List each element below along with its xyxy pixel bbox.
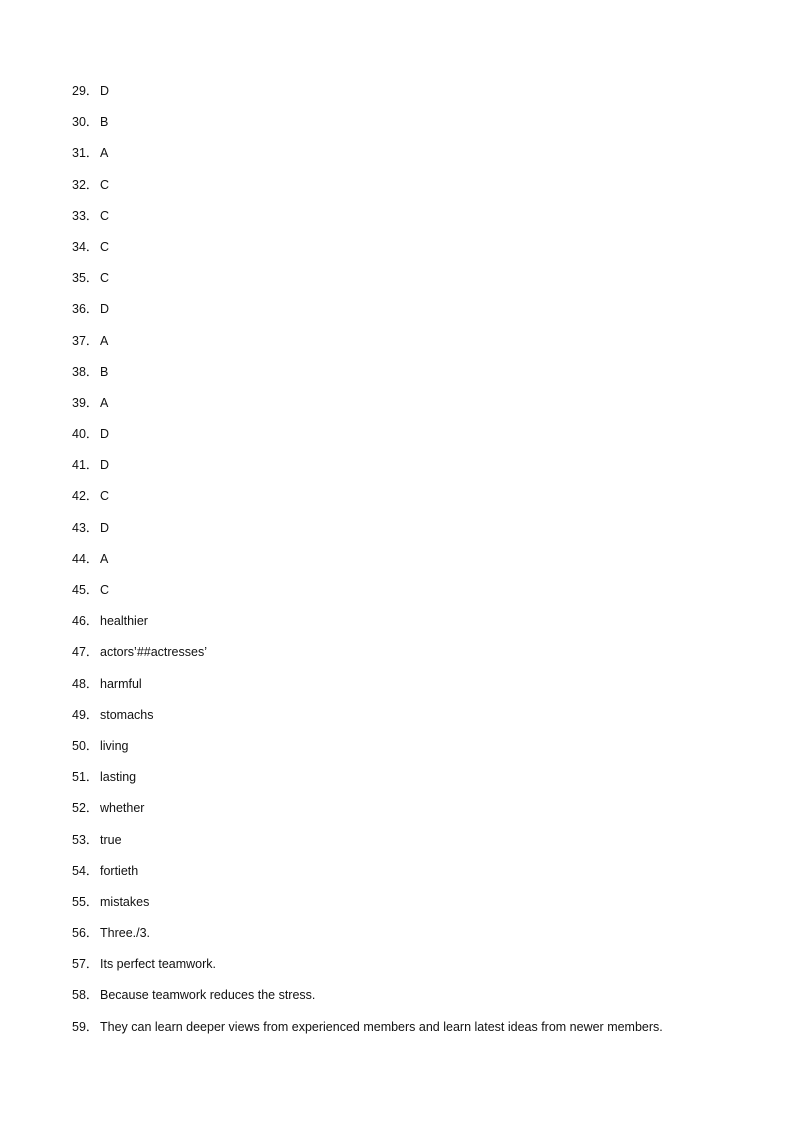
answer-item <box>72 643 663 674</box>
answer-text: actors’##actresses’ <box>100 645 207 660</box>
answer-number: 33． <box>72 208 99 223</box>
answer-text: C <box>100 208 110 223</box>
answer-text: A <box>100 146 109 161</box>
answer-number: 31． <box>72 146 99 161</box>
answer-text: lasting <box>100 770 137 785</box>
answer-item <box>72 893 663 924</box>
answer-item <box>72 986 663 1017</box>
answer-number: 54． <box>72 863 99 878</box>
answer-item <box>72 332 663 363</box>
answer-text: A <box>100 333 109 348</box>
answer-number: 41． <box>72 458 99 473</box>
answer-text: C <box>100 489 110 504</box>
answer-text: Three./3. <box>100 926 151 941</box>
answer-item <box>72 300 663 331</box>
answer-item <box>72 831 663 862</box>
answer-item <box>72 612 663 643</box>
answer-number: 53． <box>72 832 99 847</box>
answer-number: 56． <box>72 926 99 941</box>
answer-number: 38． <box>72 364 99 379</box>
answer-number: 47． <box>72 645 99 660</box>
answer-item <box>72 176 663 207</box>
answer-item <box>72 768 663 799</box>
answer-number: 55． <box>72 894 99 909</box>
answer-number: 44． <box>72 551 99 566</box>
answer-item <box>72 82 663 113</box>
answer-item <box>72 737 663 768</box>
answer-text: mistakes <box>100 894 150 909</box>
answer-text: D <box>100 458 110 473</box>
answer-item <box>72 487 663 518</box>
answer-item <box>72 238 663 269</box>
answer-number: 35． <box>72 271 99 286</box>
answer-number: 43． <box>72 520 99 535</box>
answer-item <box>72 363 663 394</box>
answer-item <box>72 1018 663 1049</box>
answer-number: 42． <box>72 489 99 504</box>
answer-text: fortieth <box>100 863 139 878</box>
answer-text: harmful <box>100 676 142 691</box>
answer-number: 52． <box>72 801 99 816</box>
answer-text: C <box>100 177 110 192</box>
answer-item <box>72 207 663 238</box>
answer-text: B <box>100 115 109 130</box>
answer-text: B <box>100 364 109 379</box>
answer-number: 37． <box>72 333 99 348</box>
answer-text: D <box>100 520 110 535</box>
answer-text: stomachs <box>100 707 154 722</box>
answer-number: 57． <box>72 957 99 972</box>
answer-text: A <box>100 395 109 410</box>
answer-text: D <box>100 427 110 442</box>
answer-number: 50． <box>72 738 99 753</box>
answer-number: 30． <box>72 115 99 130</box>
answer-number: 51． <box>72 770 99 785</box>
answer-text: D <box>100 84 110 98</box>
answer-number: 48． <box>72 676 99 691</box>
answer-item <box>72 456 663 487</box>
answer-item <box>72 269 663 300</box>
answer-item <box>72 519 663 550</box>
answer-number: 58． <box>72 988 99 1003</box>
answer-text: Its perfect teamwork. <box>100 957 217 972</box>
answer-text: A <box>100 551 109 566</box>
answer-item <box>72 706 663 737</box>
answer-item <box>72 425 663 456</box>
answer-text: living <box>100 738 129 753</box>
answer-number: 36． <box>72 302 99 317</box>
answer-item <box>72 799 663 830</box>
answer-number: 49． <box>72 707 99 722</box>
answer-item <box>72 955 663 986</box>
answer-text: They can learn deeper views from experienced members and learn latest ideas from newer members. <box>100 1019 663 1034</box>
answer-item <box>72 675 663 706</box>
answer-item <box>72 550 663 581</box>
answer-number: 29． <box>72 84 99 98</box>
answer-number: 32． <box>72 177 99 192</box>
answer-text: D <box>100 302 110 317</box>
answer-number: 45． <box>72 583 99 597</box>
answer-number: 46． <box>72 614 99 629</box>
answer-number: 40． <box>72 427 99 442</box>
answer-item <box>72 924 663 955</box>
answer-text: whether <box>100 801 145 816</box>
answer-text: C <box>100 239 110 254</box>
answer-number: 59． <box>72 1019 99 1034</box>
answer-item <box>72 862 663 893</box>
answer-number: 39． <box>72 395 99 410</box>
answer-text: C <box>100 583 110 597</box>
answer-text: C <box>100 271 110 286</box>
answer-list <box>72 82 663 1049</box>
answer-item <box>72 581 663 612</box>
answer-item <box>72 144 663 175</box>
answer-number: 34． <box>72 239 99 254</box>
answer-text: healthier <box>100 614 148 629</box>
answer-item <box>72 113 663 144</box>
answer-text: Because teamwork reduces the stress. <box>100 988 316 1003</box>
answer-text: true <box>100 832 122 847</box>
answer-item <box>72 394 663 425</box>
